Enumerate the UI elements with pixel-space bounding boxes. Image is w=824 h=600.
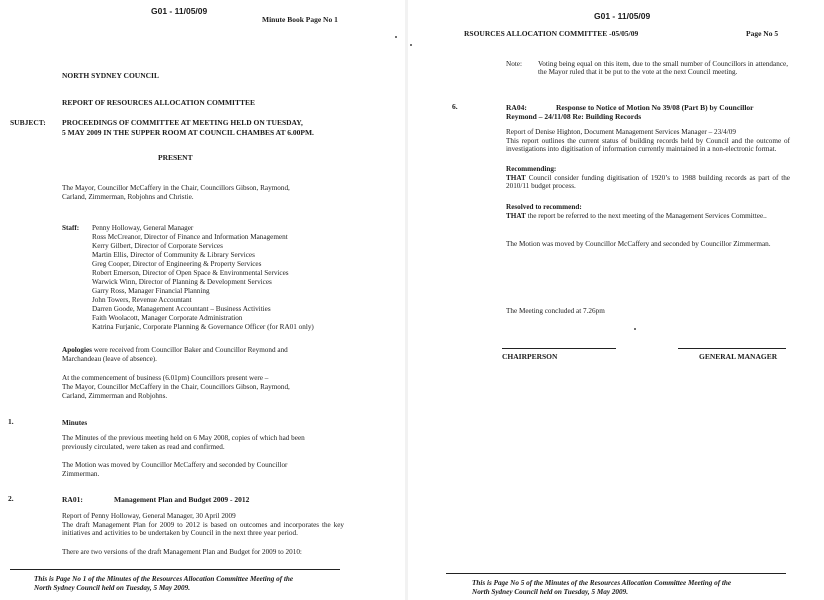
staff-member: Greg Cooper, Director of Engineering & Property Services xyxy=(92,260,262,268)
header-page-number: Page No 5 xyxy=(746,29,779,38)
item-1-motion-line-1: The Motion was moved by Councillor McCaffery and seconded by Councillor xyxy=(62,461,288,469)
resolved-text xyxy=(506,212,790,220)
item-2-text: The draft Management Plan for 2009 to 2012 is based on outcomes and incorporates the key initiatives and activities to be undertaken by Council in the next three year period. xyxy=(62,521,344,538)
staff-member: Kerry Gilbert, Director of Corporate Services xyxy=(92,242,223,250)
staff-member: Robert Emerson, Director of Open Space & Environmental Services xyxy=(92,269,289,277)
staff-label: Staff: xyxy=(62,224,80,232)
apologies-label: Apologies xyxy=(62,346,92,354)
item-6-text: This report outlines the current status of building records held by Council and the outcome of investigations into digitisation of information currently maintained in a non-electronic format. xyxy=(506,137,790,154)
staff-member: Darren Goode, Management Accountant – Business Activities xyxy=(92,305,271,313)
apologies-line-1 xyxy=(62,346,288,354)
item-2-heading: Management Plan and Budget 2009 - 2012 xyxy=(114,495,250,504)
meeting-concluded: The Meeting concluded at 7.26pm xyxy=(506,307,605,315)
recommending-body: Council consider funding digitisation of 1920’s to 1988 building records as part of the 2010/11 budget process. xyxy=(506,174,790,191)
staff-member: Garry Ross, Manager Financial Planning xyxy=(92,287,210,295)
item-1-text-line-2: previously circulated, were taken as read and confirmed. xyxy=(62,443,225,451)
item-1-number: 1. xyxy=(8,417,14,426)
footer-rule xyxy=(446,573,786,574)
report-title: REPORT OF RESOURCES ALLOCATION COMMITTEE xyxy=(62,98,255,107)
staff-member: John Towers, Revenue Accountant xyxy=(92,296,192,304)
note-label: Note: xyxy=(506,60,522,68)
scan-speck xyxy=(395,36,397,38)
header-code: G01 - 11/05/09 xyxy=(594,11,651,21)
item-6-heading-line-2: Reymond – 24/11/08 Re: Building Records xyxy=(506,112,642,121)
staff-member: Martin Ellis, Director of Community & Library Services xyxy=(92,251,255,259)
subject-line-1: PROCEEDINGS OF COMMITTEE AT MEETING HELD ON TUESDAY, xyxy=(62,118,303,127)
item-2-number: 2. xyxy=(8,494,14,503)
staff-member: Warwick Winn, Director of Planning & Development Services xyxy=(92,278,272,286)
footer-line-2: North Sydney Council held on Tuesday, 5 May 2009. xyxy=(472,588,629,596)
resolved-body: the report be referred to the next meeting of the Management Services Committee.. xyxy=(525,212,767,220)
item-1-motion-line-2: Zimmerman. xyxy=(62,470,100,478)
recommending-label: Recommending: xyxy=(506,165,557,173)
subject-label: SUBJECT: xyxy=(10,118,46,127)
resolved-that: THAT xyxy=(506,212,526,220)
chairperson-signature-line xyxy=(502,348,616,349)
item-1-text-line-1: The Minutes of the previous meeting held on 6 May 2008, copies of which had been xyxy=(62,434,305,442)
staff-member: Penny Holloway, General Manager xyxy=(92,224,194,232)
recommending-text xyxy=(506,174,790,191)
header-committee: RSOURCES ALLOCATION COMMITTEE -05/05/09 xyxy=(464,29,639,38)
item-2-code: RA01: xyxy=(62,495,83,504)
staff-member: Faith Woolacott, Manager Corporate Administration xyxy=(92,314,243,322)
subject-line-2: 5 MAY 2009 IN THE SUPPER ROOM AT COUNCIL CHAMBES AT 6.00PM. xyxy=(62,128,314,137)
council-name: NORTH SYDNEY COUNCIL xyxy=(62,71,159,80)
general-manager-label: GENERAL MANAGER xyxy=(699,352,778,361)
footer-line-1: This is Page No 1 of the Minutes of the Resources Allocation Committee Meeting of the xyxy=(34,575,294,583)
item-2-versions: There are two versions of the draft Management Plan and Budget for 2009 to 2010: xyxy=(62,548,302,556)
footer-line-1: This is Page No 5 of the Minutes of the Resources Allocation Committee Meeting of the xyxy=(472,579,732,587)
scan-speck xyxy=(634,328,636,330)
header-page-number: Minute Book Page No 1 xyxy=(262,15,338,24)
commencement-line-3: Carland, Zimmerman and Robjohns. xyxy=(62,392,168,400)
header-code: G01 - 11/05/09 xyxy=(151,6,208,16)
recommending-that: THAT xyxy=(506,174,526,182)
note-text: Voting being equal on this item, due to the small number of Councillors in attendance, the Mayor ruled that it be put to the vote at the next Council meeting. xyxy=(538,60,788,77)
apologies-line-2: Marchandeau (leave of absence). xyxy=(62,355,157,363)
staff-member: Ross McCreanor, Director of Finance and Information Management xyxy=(92,233,288,241)
present-heading: PRESENT xyxy=(158,153,193,162)
item-6-heading-line-1: Response to Notice of Motion No 39/08 (Part B) by Councillor xyxy=(556,103,754,112)
scan-speck xyxy=(410,44,412,46)
minute-page-1 xyxy=(0,0,405,600)
footer-line-2: North Sydney Council held on Tuesday, 5 May 2009. xyxy=(34,584,191,592)
general-manager-signature-line xyxy=(678,348,786,349)
apologies-text: were received from Councillor Baker and Councillor Reymond and xyxy=(91,346,288,354)
commencement-line-2: The Mayor, Councillor McCaffery in the Chair, Councillors Gibson, Raymond, xyxy=(62,383,290,391)
present-text-line-2: Carland, Zimmerman, Robjohns and Christie. xyxy=(62,193,194,201)
item-6-motion: The Motion was moved by Councillor McCaffery and seconded by Councillor Zimmerman. xyxy=(506,240,771,248)
item-1-heading: Minutes xyxy=(62,419,88,427)
item-6-report: Report of Denise Highton, Document Management Services Manager – 23/4/09 xyxy=(506,128,736,136)
item-2-report: Report of Penny Holloway, General Manager, 30 April 2009 xyxy=(62,512,236,520)
staff-member: Katrina Furjanic, Corporate Planning & Governance Officer (for RA01 only) xyxy=(92,323,314,331)
present-text-line-1: The Mayor, Councillor McCaffery in the Chair, Councillors Gibson, Raymond, xyxy=(62,184,290,192)
footer-rule xyxy=(10,569,340,570)
item-6-number: 6. xyxy=(452,102,458,111)
resolved-label: Resolved to recommend: xyxy=(506,203,582,211)
chairperson-label: CHAIRPERSON xyxy=(502,352,558,361)
commencement-line-1: At the commencement of business (6.01pm) Councillors present were – xyxy=(62,374,269,382)
minute-page-5 xyxy=(408,0,824,600)
item-6-code: RA04: xyxy=(506,103,527,112)
